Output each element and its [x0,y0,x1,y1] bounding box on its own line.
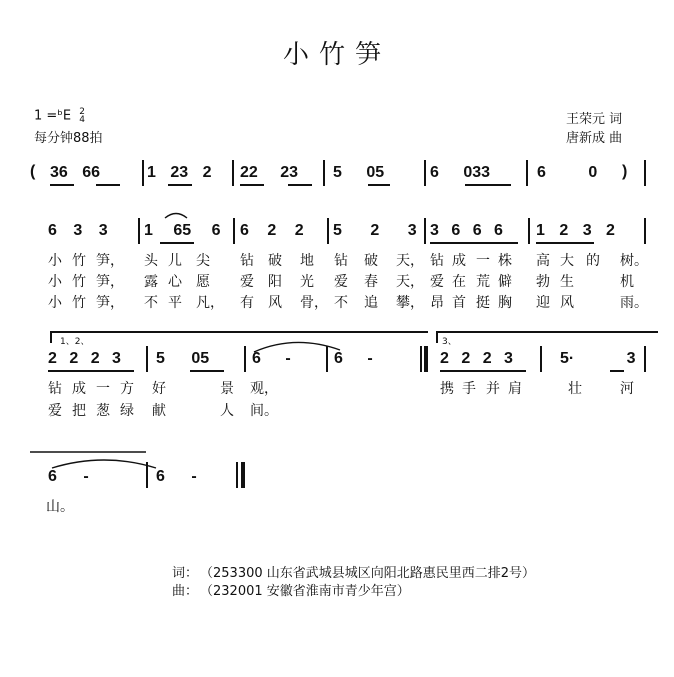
measure: 6 - [252,350,291,367]
measure: 6 - [334,350,373,367]
measure: 6 033 [430,164,491,181]
measure: 36 66 [50,164,101,181]
lyric-syllable: 昂 [430,295,444,311]
composer-address-label: 曲： [172,584,199,599]
lyric-syllable: 的 [586,253,600,269]
tie [254,342,340,352]
lyric-syllable: 一 [476,253,490,269]
lyric-syllable: 间。 [250,403,278,419]
measure: 5 2 3 [333,222,417,239]
lyric-syllable: 葱 [96,403,110,419]
lyric-syllable: 小 [48,274,62,290]
lyric-syllable: 钻 [48,381,62,397]
lyric-syllable: 景 [220,381,234,397]
composer-address: （232001 安徽省淮南市青少年宫） [200,584,410,599]
lyric-syllable: 小 [48,253,62,269]
lyric-syllable: 胸 [498,295,512,311]
lyric-syllable: 生 [560,274,574,290]
lyric-syllable: 地 [300,253,314,269]
lyric-syllable: 风 [560,295,574,311]
lyric-syllable: 高 [536,253,550,269]
lyric-syllable: 阳 [268,274,282,290]
lyric-syllable: 成 [72,381,86,397]
measure: 5· 3 [560,350,636,367]
lyric-syllable: 尖 [196,253,210,269]
lyric-syllable: 成 [452,253,466,269]
lyric-syllable: 荒 [476,274,490,290]
measure: 2 2 2 3 [48,350,121,367]
measure: 6 3 3 [48,222,108,239]
lyric-syllable: 骨， [300,295,328,311]
measure: 6 - [156,468,197,485]
lyric-syllable: 天， [396,274,424,290]
lyric-syllable: 爱 [430,274,444,290]
lyric-syllable: 天， [396,253,424,269]
lyric-syllable: 爱 [240,274,254,290]
lyric-syllable: 小 [48,295,62,311]
lyric-syllable: 献 [152,403,166,419]
measure: 22 23 [240,164,299,181]
key-label: 1 =ᵇE [34,108,72,124]
lyric-syllable: 平 [168,295,182,311]
lyric-syllable: 迎 [536,295,550,311]
lyric-syllable: 钻 [334,253,348,269]
lyric-syllable: 绿 [120,403,134,419]
lyric-syllable: 露 [144,274,158,290]
lyric-syllable: 机 [620,274,634,290]
slur [165,214,187,219]
lyric-syllable: 破 [364,253,378,269]
measure: 6 2 2 [240,222,304,239]
lyric-syllable: 风 [268,295,282,311]
lyric-syllable: 方 [120,381,134,397]
lyric-syllable: 肩 [508,381,522,397]
composer-credit: 唐新成 曲 [566,131,623,146]
lyric-syllable: 心 [168,274,182,290]
measure: 5 05 [156,350,210,367]
lyric-syllable: 一 [96,381,110,397]
lyric-syllable: 钻 [430,253,444,269]
lyric-syllable: 竹 [72,274,86,290]
lyric-syllable: 并 [486,381,500,397]
lyric-syllable: 壮 [568,381,582,397]
lyric-syllable: 愿 [196,274,210,290]
lyric-syllable: 有 [240,295,254,311]
lyric-syllable: 河 [620,381,634,397]
lyric-syllable: 笋， [96,253,124,269]
lyricist-address-label: 词： [172,566,199,581]
measure: 2 2 2 3 [440,350,513,367]
intro-close-paren: ) [622,163,628,180]
lyric-syllable: 笋， [96,274,124,290]
measure: 1 65 6 [144,222,221,239]
lyric-syllable: 人 [220,403,234,419]
lyricist-credit: 王荣元 词 [566,112,623,127]
lyric-syllable: 把 [72,403,86,419]
lyric-syllable: 雨。 [620,295,648,311]
measure: 1 23 2 [147,164,212,181]
lyric-syllable: 不 [144,295,158,311]
lyric-syllable: 儿 [168,253,182,269]
lyric-syllable: 在 [452,274,466,290]
lyric-syllable: 携 [440,381,454,397]
lyric-syllable: 僻 [498,274,512,290]
lyric-syllable: 株 [498,253,512,269]
lyric-syllable: 爱 [334,274,348,290]
song-title: 小竹笋 [282,40,391,70]
lyric-syllable: 挺 [476,295,490,311]
measure: 3 6 6 6 [430,222,503,239]
lyric-syllable: 山。 [46,499,74,515]
lyric-syllable: 爱 [48,403,62,419]
lyric-syllable: 手 [462,381,476,397]
lyric-syllable: 大 [560,253,574,269]
lyric-syllable: 好 [152,381,166,397]
measure: 1 2 3 2 [536,222,615,239]
measure: 5 05 [333,164,385,181]
volta-label: 3、 [442,337,457,347]
lyric-syllable: 破 [268,253,282,269]
lyric-syllable: 竹 [72,295,86,311]
lyricist-address: （253300 山东省武城县城区向阳北路惠民里西二排2号） [200,566,536,581]
measure: 6 - [48,468,89,485]
lyric-syllable: 头 [144,253,158,269]
lyric-syllable: 春 [364,274,378,290]
lyric-syllable: 竹 [72,253,86,269]
measure: 6 0 [537,164,598,181]
lyric-syllable: 勃 [536,274,550,290]
lyric-syllable: 观， [250,381,278,397]
intro-open-paren: ( [30,163,36,180]
lyric-syllable: 追 [364,295,378,311]
lyric-syllable: 凡， [196,295,224,311]
lyric-syllable: 笋， [96,295,124,311]
lyric-syllable: 首 [452,295,466,311]
lyric-syllable: 攀， [396,295,424,311]
lyric-syllable: 钻 [240,253,254,269]
lyric-syllable: 不 [334,295,348,311]
lyric-syllable: 光 [300,274,314,290]
time-signature: 2 4 [79,107,85,125]
volta-label: 1、2、 [60,337,90,347]
tempo-marking: 每分钟88拍 [34,131,103,146]
lyric-syllable: 树。 [620,253,648,269]
tie [52,460,156,468]
